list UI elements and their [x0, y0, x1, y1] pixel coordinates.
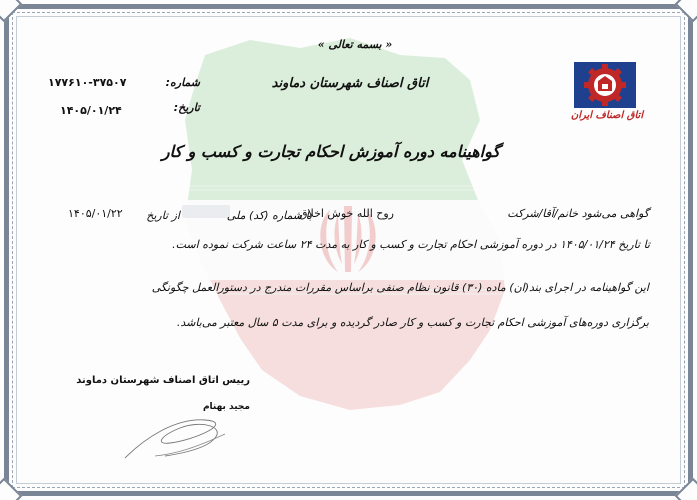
organization-name: اتاق اصناف شهرستان دماوند	[271, 76, 429, 91]
body-line2: تا تاریخ ۱۴۰۵/۰۱/۲۴ در دوره آموزشی احکام تجارت و کسب و کار به مدت ۲۴ ساعت شرکت نموده است.	[172, 238, 650, 251]
redacted-id-number	[182, 205, 230, 218]
certificate-title: گواهینامه دوره آموزش احکام تجارت و کسب و کار	[161, 142, 500, 161]
basmala-heading: « بسمه تعالی »	[317, 38, 393, 51]
signatory-name: مجید بهنام	[202, 402, 250, 412]
date-label: تاریخ:	[173, 101, 200, 114]
signatory-title: رییس اتاق اصناف شهرستان دماوند	[76, 375, 250, 386]
body-line1-name: روح الله خوش اخلاق	[298, 207, 394, 220]
number-label: شماره:	[165, 76, 200, 89]
handwritten-signature	[85, 398, 265, 468]
number-value: ۱۷۷۶۱۰-۳۷۵۰۷	[48, 76, 127, 89]
body-line1-id-label: با شماره (کد) ملی	[226, 209, 312, 222]
body-line1-from-date: ۱۴۰۵/۰۱/۲۲	[68, 207, 123, 220]
body-line1-from-label: از تاریخ	[146, 209, 180, 222]
logo-text: اتاق اصناف ایران	[570, 110, 644, 121]
body-line3: این گواهینامه در اجرای بند(ان) ماده (۳۰) قانون نظام صنفی براساس مقررات مندرج در دستورالعمل چگونگی	[151, 281, 649, 294]
guild-chamber-logo	[570, 58, 640, 110]
body-line1-intro: گواهی می‌شود خانم/آقا/شرکت	[507, 207, 649, 220]
body-line4: برگزاری دوره‌های آموزشی احکام تجارت و کسب و کار صادر گردیده و برای مدت ۵ سال معتبر می‌باشد.	[176, 316, 649, 329]
date-value: ۱۴۰۵/۰۱/۲۴	[60, 104, 122, 117]
